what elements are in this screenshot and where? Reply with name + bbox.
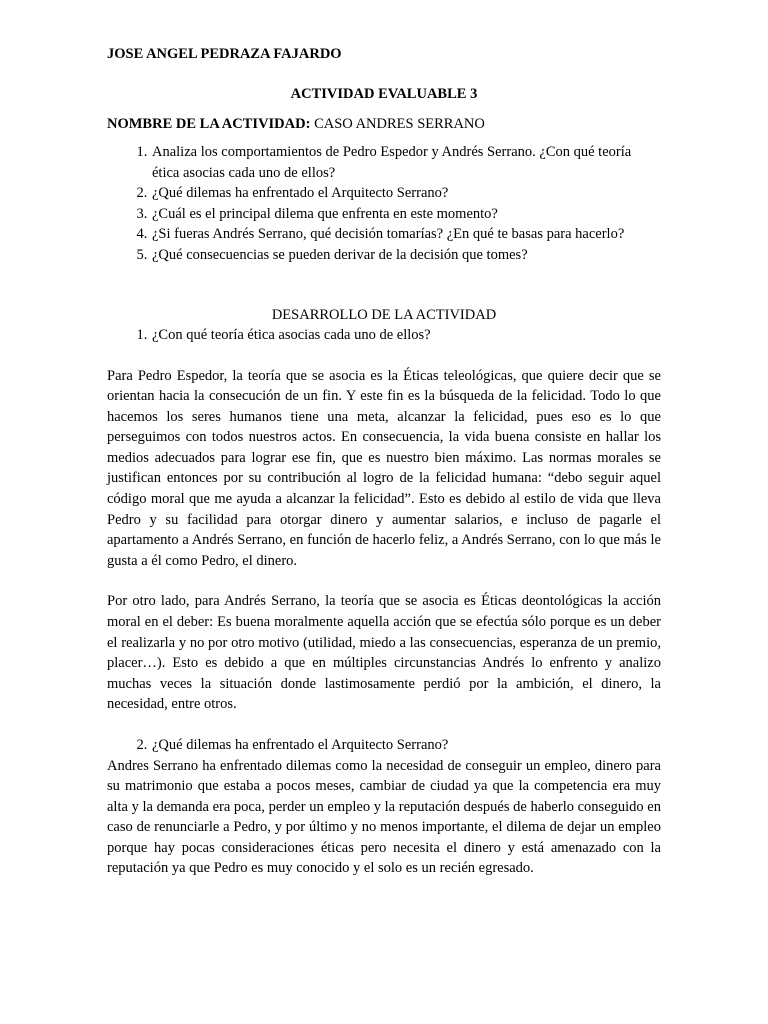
development-question-item: 1. ¿Con qué teoría ética asocias cada uno de ellos?	[151, 325, 661, 346]
activity-name	[107, 114, 661, 134]
paragraph-pedro: Para Pedro Espedor, la teoría que se asocia es la Éticas teleológicas, que quiere decir que se orientan hacia la consecución de un fin. Y este fin es la búsqueda de la felicidad. Todo lo que hacemos los seres humanos tiene una meta, alcanzar la felicidad, pues eso es lo que perseguimos con todos nuestros actos. En consecuencia, la vida buena consiste en hallar los medios adecuados para lograr ese fin, que es nuestro bien máximo. Las normas morales se justifican entonces por su contribución al logro de la felicidad humana: “debo seguir aquel código moral que me ayuda a alcanzar la felicidad”. Esto es debido al estilo de vida que lleva Pedro y su facilidad para otorgar dinero y aumentar salarios, e incluso de pagarle el apartamento a Andrés Serrano, en función de hacerlo feliz, a Andrés Serrano, con lo que más le gusta a él como Pedro, el dinero.	[107, 367, 661, 569]
question-item: 1. Analiza los comportamientos de Pedro Espedor y Andrés Serrano. ¿Con qué teoría ética asocias cada uno de ellos?	[151, 142, 661, 183]
author-name: JOSE ANGEL PEDRAZA FAJARDO	[107, 46, 342, 62]
question-item: 5. ¿Qué consecuencias se pueden derivar de la decisión que tomes?	[151, 245, 661, 266]
question-item: 4. ¿Si fueras Andrés Serrano, qué decisión tomarías? ¿En qué te basas para hacerlo?	[151, 224, 661, 245]
question-item: 3. ¿Cuál es el principal dilema que enfrenta en este momento?	[151, 204, 661, 225]
development-title: DESARROLLO DE LA ACTIVIDAD	[271, 307, 497, 323]
development-question-2	[107, 735, 661, 756]
activity-name-label: NOMBRE DE LA ACTIVIDAD:	[107, 116, 311, 132]
question-item: 2. ¿Qué dilemas ha enfrentado el Arquitecto Serrano?	[151, 183, 661, 204]
activity-name-value: CASO ANDRES SERRANO	[310, 116, 485, 132]
paragraph-andres: Por otro lado, para Andrés Serrano, la teoría que se asocia es Éticas deontológicas la acción moral en el deber: Es buena moralmente aquella acción que se efectúa sólo porque es un deber el realizarla y no por otro motivo (utilidad, miedo a las consecuencias, esperanza de un premio, placer…). Esto es debido a que en múltiples circunstancias Andrés lo enfrento y analizo muchas veces la situación donde lastimosamente perdió por la ambición, el dinero, la necesidad, entre otros.	[107, 593, 661, 713]
document-page	[107, 44, 661, 879]
paragraph-dilemmas: Andres Serrano ha enfrentado dilemas como la necesidad de conseguir un empleo, dinero para su matrimonio que estaba a pocos meses, cambiar de ciudad ya que la competencia era muy alta y la demanda era poca, perder un empleo y la reputación después de haberlo conseguido en caso de renunciarle a Pedro, y por último y no menos importante, el dilema de dejar un empleo porque hay pocas consideraciones éticas pero necesita el dinero y está amenazado con la reputación ya que Pedro es muy conocido y el solo es un recién egresado.	[107, 757, 661, 877]
questions-list	[107, 142, 661, 265]
development-question-1	[107, 325, 661, 346]
activity-title: ACTIVIDAD EVALUABLE 3	[290, 86, 478, 102]
development-question-item: 2. ¿Qué dilemas ha enfrentado el Arquitecto Serrano?	[151, 735, 661, 756]
